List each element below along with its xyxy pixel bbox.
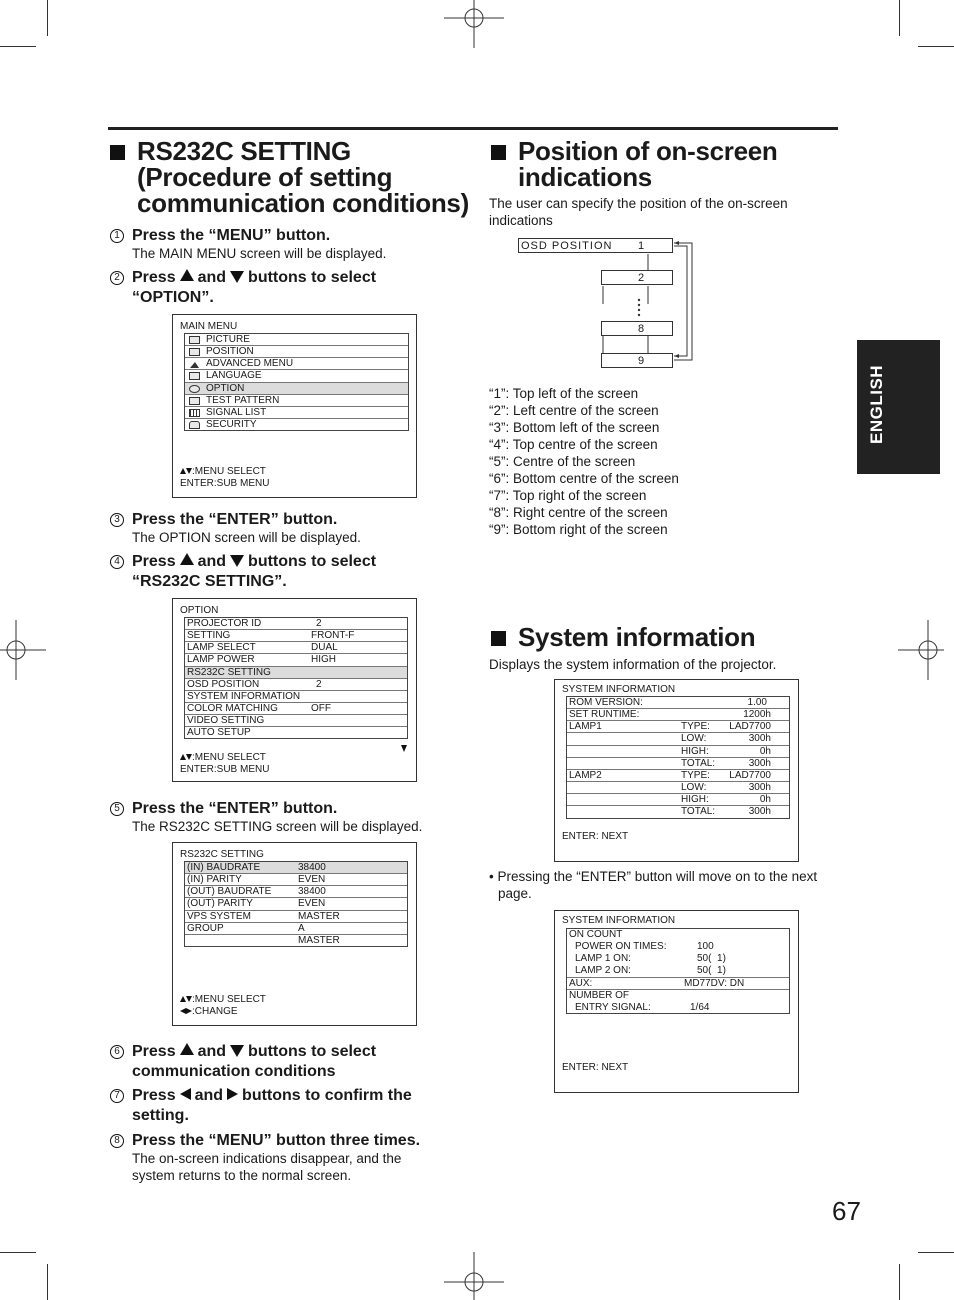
heading-line: System information bbox=[518, 622, 756, 652]
step-number: 6 bbox=[110, 1045, 124, 1059]
left-arrow-icon bbox=[180, 1088, 191, 1100]
down-arrow-icon bbox=[230, 271, 244, 283]
screen-footer: ENTER: NEXT bbox=[562, 831, 629, 842]
crop-mark bbox=[0, 46, 36, 47]
option-row[interactable]: SYSTEM INFORMATION bbox=[185, 691, 407, 703]
on-count-group: ON COUNT POWER ON TIMES: 100 LAMP 1 ON: 50( 1) LAMP 2 ON: 50( 1) bbox=[567, 929, 789, 978]
info-row: LAMP1 TYPE: LAD7700 bbox=[567, 721, 789, 733]
up-arrow-icon bbox=[180, 269, 194, 281]
osd-intro: The user can specify the position of the on-screen indications bbox=[489, 196, 788, 228]
option-row[interactable]: SETTING FRONT-F bbox=[185, 630, 407, 642]
crop-mark bbox=[47, 0, 48, 36]
bullet-note: • Pressing the “ENTER” button will move on to the next page. bbox=[489, 869, 818, 901]
info-row: LAMP2 TYPE: LAD7700 bbox=[567, 770, 789, 782]
step-number: 5 bbox=[110, 802, 124, 816]
heading-line: (Procedure of setting bbox=[137, 162, 393, 192]
menu-item[interactable]: TEST PATTERN bbox=[185, 395, 408, 407]
screen-title: MAIN MENU bbox=[180, 321, 238, 332]
option-list bbox=[184, 617, 408, 739]
setting-row[interactable]: MASTER bbox=[298, 934, 340, 946]
crop-mark bbox=[899, 0, 900, 36]
heading-line: indications bbox=[518, 162, 652, 192]
step-number: 3 bbox=[110, 513, 124, 527]
position-item: “9”: Bottom right of the screen bbox=[489, 522, 668, 537]
setting-row[interactable]: (OUT) PARITY EVEN bbox=[185, 898, 407, 910]
setting-row[interactable]: (IN) PARITY EVEN bbox=[185, 874, 407, 886]
position-list bbox=[489, 385, 679, 538]
scroll-down-icon[interactable] bbox=[401, 743, 407, 755]
step-description: system returns to the normal screen. bbox=[132, 1168, 352, 1183]
position-icon bbox=[189, 348, 200, 356]
position-item: “8”: Right centre of the screen bbox=[489, 505, 668, 520]
step-description: The RS232C SETTING screen will be displayed. bbox=[132, 819, 423, 834]
top-rule bbox=[108, 127, 838, 130]
screen-footer: ENTER: NEXT bbox=[562, 1062, 629, 1073]
osd-position-box: 8 bbox=[601, 321, 673, 336]
security-icon bbox=[189, 421, 200, 429]
heading-line: RS232C SETTING bbox=[137, 136, 351, 166]
step-number: 8 bbox=[110, 1134, 124, 1148]
option-row[interactable]: OSD POSITION 2 bbox=[185, 679, 407, 691]
heading-line: communication conditions) bbox=[137, 188, 469, 218]
down-arrow-icon bbox=[230, 555, 244, 567]
position-item: “1”: Top left of the screen bbox=[489, 386, 639, 401]
menu-item[interactable]: POSITION bbox=[185, 346, 408, 358]
position-item: “5”: Centre of the screen bbox=[489, 454, 636, 469]
rs232c-setting-screen bbox=[172, 842, 417, 1026]
system-intro: Displays the system information of the projector. bbox=[489, 657, 777, 672]
position-item: “7”: Top right of the screen bbox=[489, 488, 647, 503]
main-menu-screen bbox=[172, 314, 417, 498]
down-arrow-icon bbox=[230, 1045, 244, 1057]
option-row[interactable]: LAMP POWER HIGH bbox=[185, 654, 407, 666]
heading-square-icon bbox=[491, 145, 506, 160]
screen-footer: :MENU SELECT bbox=[180, 752, 266, 764]
screen-title: RS232C SETTING bbox=[180, 849, 264, 860]
info-row: SET RUNTIME: 1200h bbox=[567, 709, 789, 721]
advanced-menu-icon bbox=[189, 360, 200, 368]
setting-row-selected[interactable]: (IN) BAUDRATE 38400 bbox=[185, 862, 407, 874]
info-row: TOTAL: 300h bbox=[567, 758, 789, 770]
test-pattern-icon bbox=[189, 397, 200, 405]
position-item: “6”: Bottom centre of the screen bbox=[489, 471, 679, 486]
heading-line: Position of on-screen bbox=[518, 136, 778, 166]
menu-item-selected[interactable]: OPTION bbox=[185, 383, 408, 395]
system-information-heading bbox=[518, 624, 755, 650]
option-row[interactable]: LAMP SELECT DUAL bbox=[185, 642, 407, 654]
step-text: Press the “MENU” button three times. bbox=[132, 1132, 421, 1149]
crop-mark bbox=[918, 1252, 954, 1253]
aux-row: AUX: MD77DV: DN bbox=[567, 978, 789, 990]
screen-title: SYSTEM INFORMATION bbox=[562, 915, 676, 926]
step-description: The on-screen indications disappear, and the bbox=[132, 1151, 402, 1166]
step-text: Press and buttons to select bbox=[132, 269, 377, 286]
option-icon bbox=[189, 385, 200, 393]
screen-footer: ENTER:SUB MENU bbox=[180, 478, 270, 489]
step-text: Press the “ENTER” button. bbox=[132, 800, 338, 817]
heading-square-icon bbox=[110, 145, 125, 160]
step-description: The OPTION screen will be displayed. bbox=[132, 530, 361, 545]
language-tab bbox=[857, 340, 940, 474]
entry-signal-group: NUMBER OF ENTRY SIGNAL: 1/64 bbox=[569, 990, 710, 1013]
step-number: 4 bbox=[110, 555, 124, 569]
menu-item[interactable]: LANGUAGE bbox=[185, 370, 408, 382]
step-number: 2 bbox=[110, 271, 124, 285]
option-row[interactable]: PROJECTOR ID 2 bbox=[185, 618, 407, 630]
registration-mark bbox=[444, 0, 504, 48]
step-text: setting. bbox=[132, 1107, 189, 1124]
rs232c-list bbox=[184, 861, 408, 947]
osd-position-heading bbox=[518, 138, 778, 190]
up-arrow-icon bbox=[180, 553, 194, 565]
menu-item[interactable]: PICTURE bbox=[185, 334, 408, 346]
step-description: The MAIN MENU screen will be displayed. bbox=[132, 246, 387, 261]
info-row: LOW: 300h bbox=[567, 733, 789, 745]
registration-mark bbox=[0, 620, 46, 680]
info-row: LOW: 300h bbox=[567, 782, 789, 794]
osd-position-box: 2 bbox=[601, 270, 673, 285]
osd-position-box: OSD POSITION 1 bbox=[518, 238, 673, 253]
screen-title: SYSTEM INFORMATION bbox=[562, 684, 676, 695]
registration-mark bbox=[444, 1252, 504, 1300]
screen-footer: :MENU SELECT bbox=[180, 994, 266, 1006]
option-row[interactable]: AUTO SETUP bbox=[187, 727, 251, 739]
crop-mark bbox=[47, 1264, 48, 1300]
setting-row[interactable]: VPS SYSTEM MASTER bbox=[185, 911, 407, 923]
setting-row[interactable]: (OUT) BAUDRATE 38400 bbox=[185, 886, 407, 898]
info-row: ROM VERSION: 1.00 bbox=[567, 697, 789, 709]
signal-list-icon bbox=[189, 409, 200, 417]
language-icon bbox=[189, 372, 200, 380]
step-text: Press and buttons to select bbox=[132, 1043, 377, 1060]
screen-footer: :CHANGE bbox=[180, 1006, 238, 1018]
system-info-table bbox=[566, 696, 790, 819]
info-row: HIGH: 0h bbox=[567, 794, 789, 806]
registration-mark bbox=[898, 620, 954, 680]
info-row: TOTAL: 300h bbox=[681, 806, 771, 818]
option-row[interactable]: COLOR MATCHING OFF bbox=[185, 703, 407, 715]
setting-row[interactable]: GROUP A bbox=[185, 923, 407, 935]
step-text: Press and buttons to select bbox=[132, 553, 377, 570]
heading-square-icon bbox=[491, 631, 506, 646]
step-number: 7 bbox=[110, 1089, 124, 1103]
language-tab-label: ENGLISH bbox=[867, 364, 886, 444]
right-arrow-icon bbox=[227, 1088, 238, 1100]
menu-item[interactable]: SIGNAL LIST bbox=[185, 407, 408, 419]
screen-footer: :MENU SELECT bbox=[180, 466, 266, 478]
position-item: “2”: Left centre of the screen bbox=[489, 403, 659, 418]
step-text: “RS232C SETTING”. bbox=[132, 573, 287, 590]
position-item: “4”: Top centre of the screen bbox=[489, 437, 658, 452]
screen-title: OPTION bbox=[180, 605, 219, 616]
option-screen bbox=[172, 598, 417, 782]
crop-mark bbox=[899, 1264, 900, 1300]
page-number: 67 bbox=[832, 1196, 861, 1226]
crop-mark bbox=[918, 46, 954, 47]
up-arrow-icon bbox=[180, 1043, 194, 1055]
option-row[interactable]: VIDEO SETTING bbox=[185, 715, 407, 727]
screen-footer: ENTER:SUB MENU bbox=[180, 764, 270, 775]
rs232c-heading bbox=[137, 138, 469, 216]
menu-item[interactable]: ADVANCED MENU bbox=[185, 358, 408, 370]
crop-mark bbox=[0, 1252, 36, 1253]
picture-icon bbox=[189, 336, 200, 344]
osd-position-box: 9 bbox=[601, 353, 673, 368]
step-number: 1 bbox=[110, 229, 124, 243]
step-text: Press the “ENTER” button. bbox=[132, 511, 338, 528]
system-information-screen-1 bbox=[554, 679, 799, 862]
step-text: Press the “MENU” button. bbox=[132, 227, 331, 244]
step-text: Press and buttons to confirm the bbox=[132, 1087, 412, 1104]
system-information-screen-2 bbox=[554, 910, 799, 1093]
system-info-table bbox=[566, 928, 790, 1014]
osd-arrows bbox=[600, 238, 696, 368]
option-row-selected[interactable]: RS232C SETTING bbox=[185, 667, 407, 679]
info-row: HIGH: 0h bbox=[567, 746, 789, 758]
step-text: communication conditions bbox=[132, 1063, 336, 1080]
main-menu-list bbox=[184, 333, 409, 431]
menu-item[interactable]: SECURITY bbox=[185, 419, 408, 431]
position-item: “3”: Bottom left of the screen bbox=[489, 420, 660, 435]
step-text: “OPTION”. bbox=[132, 289, 214, 306]
